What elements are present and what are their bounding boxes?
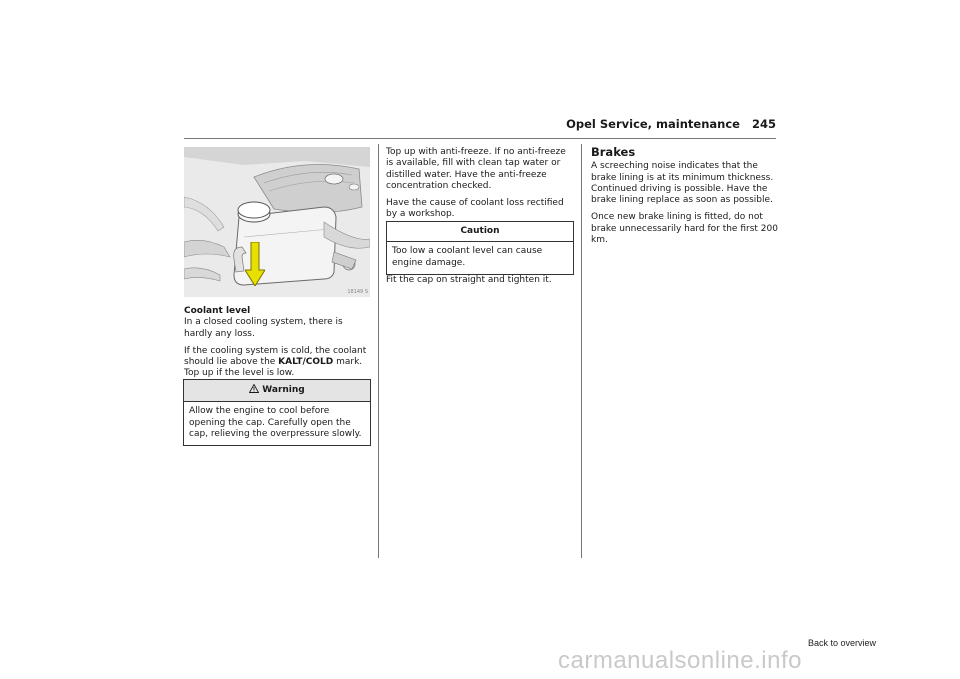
warning-title: Warning: [262, 385, 305, 395]
warning-title-bar: [184, 380, 370, 402]
coolant-para-2-text: If the cooling system is cold, the coolant should lie above the: [184, 345, 367, 368]
page-header: [184, 117, 776, 137]
section-title: Opel Service, maintenance: [566, 117, 740, 131]
column-divider-1: [378, 144, 379, 558]
caution-title: Caution: [387, 222, 573, 242]
engine-bay-illustration: [184, 147, 370, 297]
caution-box: [386, 221, 574, 275]
coolant-level-heading: Coolant level: [184, 306, 251, 316]
kalt-cold-mark: KALT/COLD: [278, 357, 334, 368]
workshop-paragraph: Have the cause of coolant loss rectified by a workshop.: [386, 198, 564, 220]
brakes-heading: Brakes: [591, 145, 636, 159]
column-divider-2: [581, 144, 582, 558]
watermark: carmanualsonline.info: [558, 647, 802, 674]
back-to-overview-link[interactable]: Back to overview: [808, 638, 877, 648]
column-2-lower: [386, 275, 573, 292]
column-3: [591, 147, 778, 252]
brakes-para-1: A screeching noise indicates that the brake lining is at its minimum thickness. Continued driving is possible. Have the brake lining replace as soon as possible.: [591, 161, 774, 206]
caution-text: Too low a coolant level can cause engine damage.: [392, 246, 543, 268]
coolant-para-2: [184, 346, 370, 380]
column-2: [386, 147, 573, 227]
fit-cap-paragraph: Fit the cap on straight and tighten it.: [386, 275, 552, 285]
figure-code: 18149 S: [347, 289, 368, 295]
coolant-para-1: In a closed cooling system, there is hardly any loss.: [184, 317, 343, 339]
topup-paragraph: Top up with anti-freeze. If no anti-freeze is available, fill with clean tap water or distilled water. Have the anti-freeze concentration checked.: [386, 147, 566, 191]
brakes-para-2: Once new brake lining is fitted, do not brake unnecessarily hard for the first 200 km.: [591, 212, 778, 246]
header-rule: [184, 138, 776, 139]
coolant-para-2-end: mark. Top up if the level is low.: [184, 357, 363, 379]
column-1: [184, 306, 370, 386]
warning-triangle-icon: [249, 384, 259, 397]
warning-text: Allow the engine to cool before opening the cap. Carefully open the cap, relieving the overpressure slowly.: [189, 406, 362, 439]
coolant-reservoir-figure: [184, 147, 370, 297]
warning-box: [183, 379, 371, 446]
page-number: 245: [751, 117, 776, 131]
level-arrow-icon: [245, 242, 265, 286]
